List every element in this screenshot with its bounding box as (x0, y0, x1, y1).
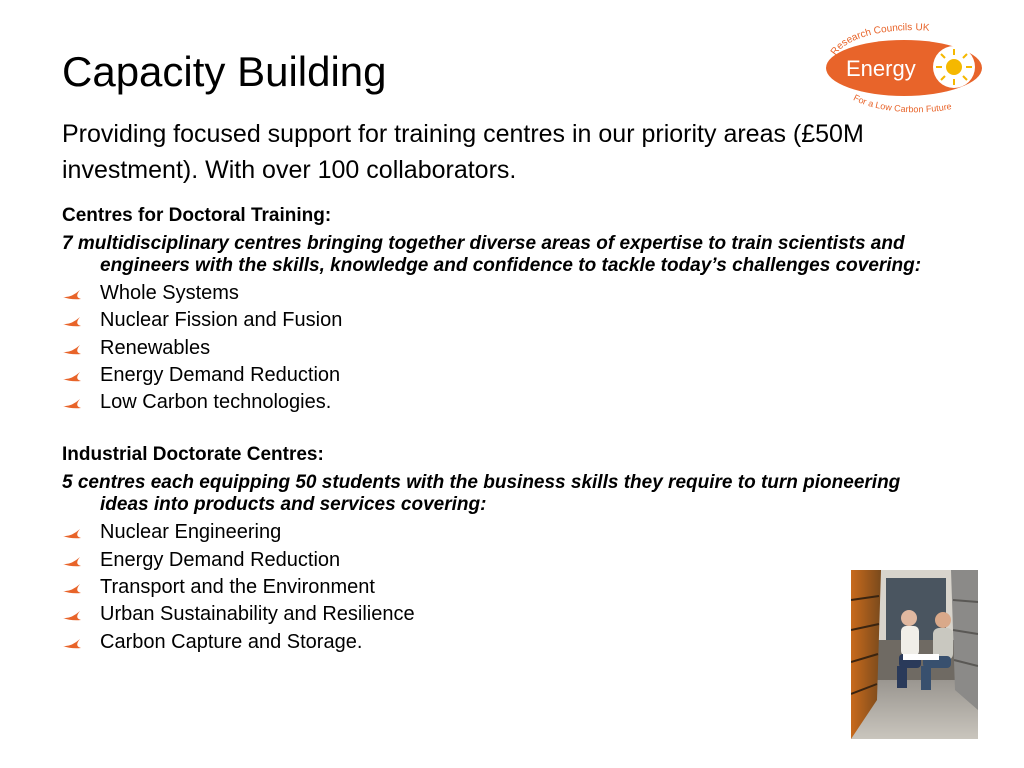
orange-swoosh-icon (62, 610, 82, 621)
list-item: Urban Sustainability and Resilience (62, 601, 942, 628)
list-item: Nuclear Fission and Fusion (62, 307, 942, 334)
orange-swoosh-icon (62, 371, 82, 382)
list-item: Nuclear Engineering (62, 519, 942, 546)
logo-bottom-text: For a Low Carbon Future (851, 92, 953, 114)
orange-swoosh-icon (62, 638, 82, 649)
orange-swoosh-icon (62, 583, 82, 594)
list-item: Low Carbon technologies. (62, 389, 942, 416)
bullet-list-idc (62, 519, 942, 655)
slide-subtitle: Providing focused support for training centres in our priority areas (£50M investment). With over 100 collaborators. (62, 120, 864, 184)
section-heading-idc: Industrial Doctorate Centres: (62, 444, 324, 466)
orange-swoosh-icon (62, 344, 82, 355)
orange-swoosh-icon (62, 398, 82, 409)
list-item: Energy Demand Reduction (62, 547, 942, 574)
students-seated-in-library-photo (851, 570, 978, 739)
slide-content (62, 204, 942, 656)
section-heading-cdt: Centres for Doctoral Training: (62, 205, 332, 226)
logo-top-text: Research Councils UK (828, 22, 930, 58)
orange-swoosh-icon (62, 528, 82, 539)
logo-main-text: Energy (846, 56, 916, 81)
section-intro-idc: 5 centres each equipping 50 students with the business skills they require to turn pioneering ideas into products and services covering: (62, 472, 901, 516)
list-item: Carbon Capture and Storage. (62, 629, 942, 656)
slide-title: Capacity Building (62, 48, 387, 95)
sun-icon (933, 46, 975, 88)
list-item: Renewables (62, 335, 942, 362)
list-item: Transport and the Environment (62, 574, 942, 601)
energy-logo (822, 22, 992, 114)
orange-swoosh-icon (62, 316, 82, 327)
list-item: Whole Systems (62, 280, 942, 307)
section-intro-cdt: 7 multidisciplinary centres bringing together diverse areas of expertise to train scientists and engineers with the skills, knowledge and confidence to tackle today’s challenges covering: (62, 233, 922, 276)
list-item: Energy Demand Reduction (62, 362, 942, 389)
bullet-list-cdt (62, 280, 942, 416)
orange-swoosh-icon (62, 556, 82, 567)
orange-swoosh-icon (62, 289, 82, 300)
section-spacer (62, 416, 942, 443)
